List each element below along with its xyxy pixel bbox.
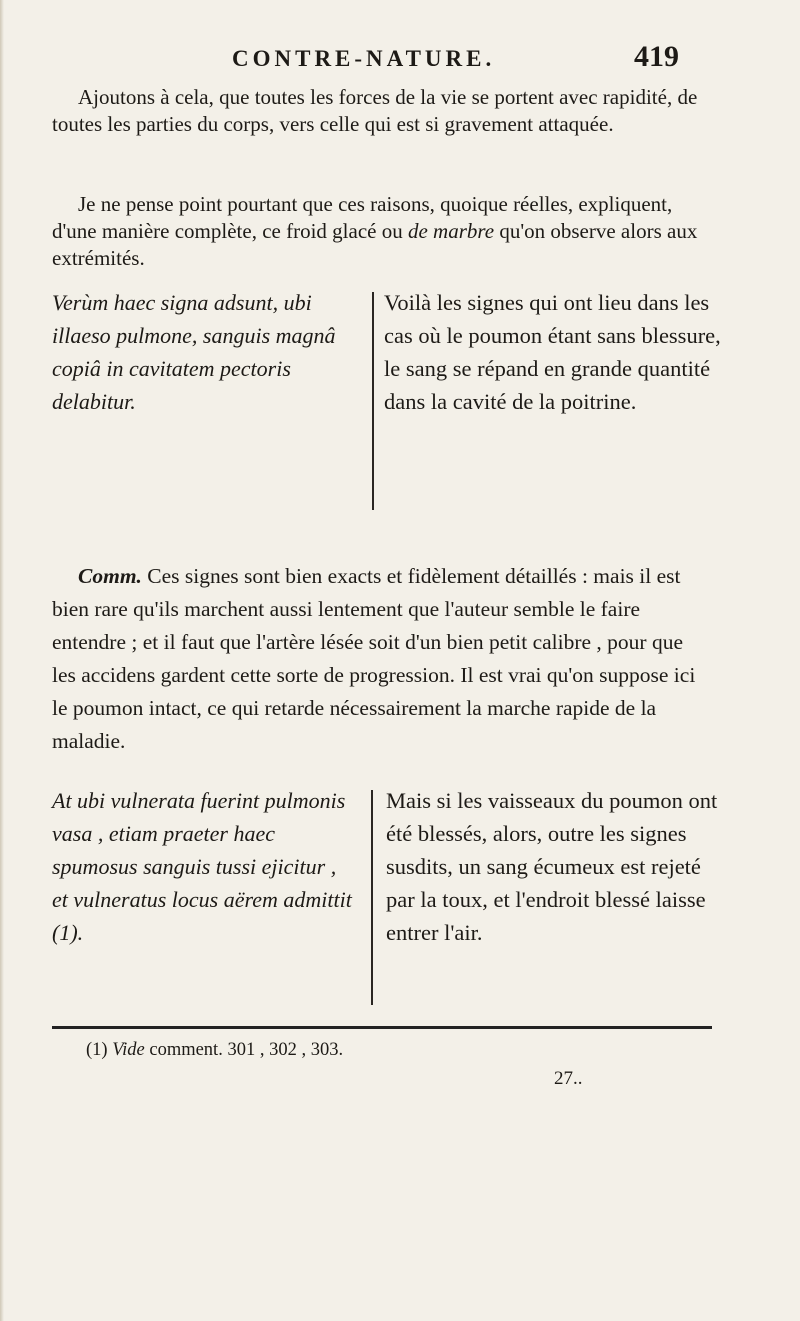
paragraph-1-text: Ajoutons à cela, que toutes les forces de la vie se portent avec rapidité, de toutes les parties du corps, vers celle qui est si gravement attaquée. xyxy=(52,85,698,137)
footnote-vide: Vide xyxy=(112,1040,145,1060)
paragraph-2 xyxy=(52,191,712,273)
commentary-text: Ces signes sont bien exacts et fidèlement détaillés : mais il est bien rare qu'ils marchent aussi lentement que l'auteur semble le faire entendre ; et il faut que l'artère lésée soit d'un bien petit calibre , pour que les accidens gardent cette sorte de progression. Il est vrai qu'on suppose ici le poumon intact, ce qui retarde nécessairement la marche rapide de la maladie. xyxy=(52,564,696,753)
column-divider-1 xyxy=(372,292,374,510)
signature-mark: 27.. xyxy=(554,1068,583,1089)
footnote-marker: (1) xyxy=(86,1040,108,1060)
paragraph-2-italic: de marbre xyxy=(407,219,495,244)
footnote-text: comment. 301 , 302 , 303. xyxy=(144,1040,344,1060)
page-number: 419 xyxy=(634,40,679,73)
page-edge-shadow xyxy=(0,0,4,1321)
paragraph-2-end: qu'on observe alors aux extrémités. xyxy=(52,219,698,271)
paragraph-2-start: Je ne pense point pourtant que ces raisons, quoique réelles, expliquent, d'une manière complète, ce froid glacé ou xyxy=(52,192,673,244)
aphorism-1-latin: Verùm haec signa adsunt, ubi illaeso pulmone, sanguis magnâ copiâ in cavitatem pectoris delabitur. xyxy=(52,290,336,414)
footnote-rule xyxy=(52,1026,712,1029)
aphorism-1-french: Voilà les signes qui ont lieu dans les cas où le poumon étant sans blessure, le sang se répand en grande quantité dans la cavité de la poitrine. xyxy=(384,290,721,414)
commentary xyxy=(52,560,712,758)
aphorism-2-french: Mais si les vaisseaux du poumon ont été blessés, alors, outre les signes susdits, un sang écumeux est rejeté par la toux, et l'endroit blessé laisse entrer l'air. xyxy=(386,788,718,945)
paragraph-1 xyxy=(52,84,712,138)
aphorism-2-latin: At ubi vulnerata fuerint pulmonis vasa , etiam praeter haec spumosus sanguis tussi ejicitur , et vulneratus locus aërem admittit (1). xyxy=(52,788,352,945)
running-title: CONTRE-NATURE. xyxy=(232,46,496,71)
footnote xyxy=(86,1040,343,1061)
column-divider-2 xyxy=(371,790,373,1005)
commentary-label: Comm. xyxy=(78,564,142,588)
page-header xyxy=(0,40,800,80)
